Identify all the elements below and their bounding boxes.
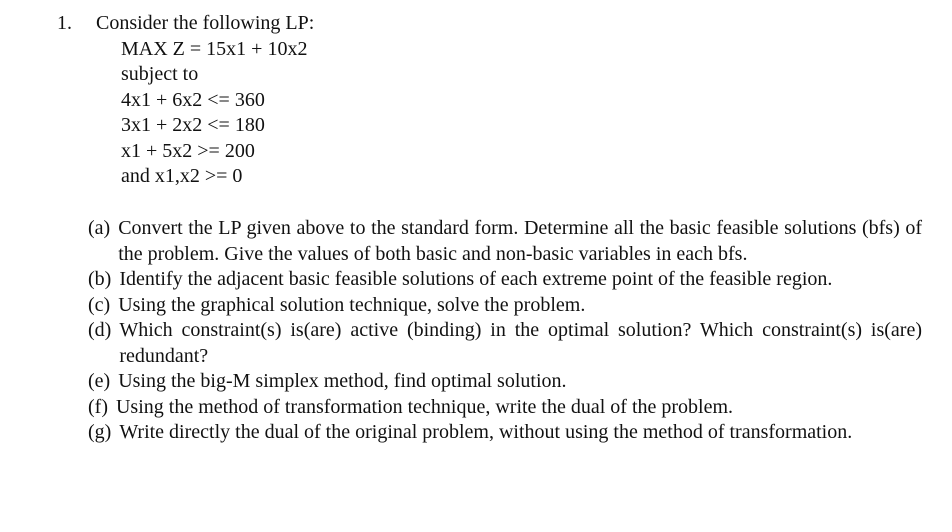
sub-question-label: (d) bbox=[88, 319, 112, 341]
question-number: 1. bbox=[57, 12, 72, 34]
sub-question-label: (c) bbox=[88, 293, 111, 316]
lp-constraint-2: 3x1 + 2x2 <= 180 bbox=[121, 114, 265, 136]
sub-question-e bbox=[88, 369, 922, 395]
sub-question-g bbox=[88, 420, 922, 446]
sub-question-label: (a) bbox=[88, 217, 111, 239]
lp-constraint-3: x1 + 5x2 >= 200 bbox=[121, 140, 255, 162]
lp-subject-to: subject to bbox=[121, 63, 199, 85]
sub-question-b bbox=[88, 267, 922, 293]
sub-question-text: Convert the LP given above to the standard form. Determine all the basic feasible solutions (bfs) of the problem. Give the values of both basic and non-basic variables in each bfs. bbox=[118, 217, 922, 265]
sub-question-text: Identify the adjacent basic feasible solutions of each extreme point of the feasible region. bbox=[119, 268, 833, 290]
lp-constraint-1: 4x1 + 6x2 <= 360 bbox=[121, 89, 265, 111]
lp-nonnegativity: and x1,x2 >= 0 bbox=[121, 165, 243, 187]
sub-question-a bbox=[88, 216, 922, 267]
sub-question-text: Which constraint(s) is(are) active (binding) in the optimal solution? Which constraint(s) is(are) redundant? bbox=[119, 319, 922, 367]
sub-question-label: (e) bbox=[88, 370, 111, 392]
sub-question-text: Using the method of transformation technique, write the dual of the problem. bbox=[115, 395, 734, 418]
sub-question-label: (b) bbox=[88, 268, 112, 290]
sub-question-c bbox=[88, 293, 922, 319]
sub-question-text: Using the graphical solution technique, solve the problem. bbox=[118, 293, 586, 316]
question-intro: Consider the following LP: bbox=[96, 12, 315, 34]
sub-question-f bbox=[88, 395, 922, 421]
sub-questions-list bbox=[88, 216, 922, 446]
sub-question-label: (f) bbox=[88, 395, 108, 418]
sub-question-text: Using the big-M simplex method, find optimal solution. bbox=[118, 370, 567, 392]
sub-question-label: (g) bbox=[88, 421, 112, 443]
sub-question-d bbox=[88, 318, 922, 369]
sub-question-text: Write directly the dual of the original problem, without using the method of transformation. bbox=[119, 421, 853, 443]
lp-objective: MAX Z = 15x1 + 10x2 bbox=[121, 38, 308, 60]
